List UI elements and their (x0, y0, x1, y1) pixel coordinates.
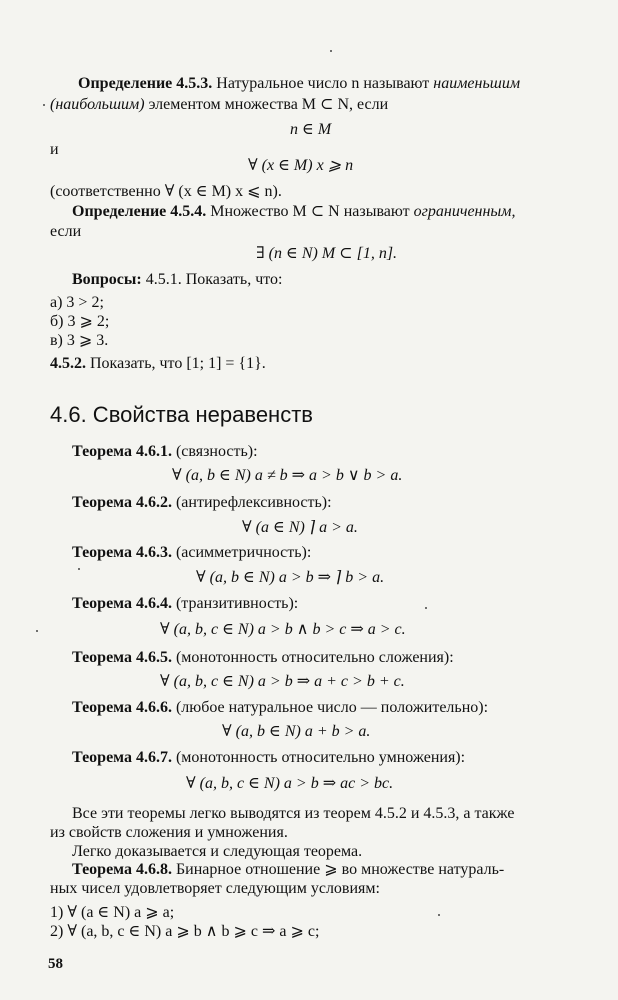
theorem-label: Теорема 4.6.6. (72, 699, 172, 716)
theorem-465-line (72, 648, 454, 668)
closing-p1-line1: Все эти теоремы легко выводятся из теорем 4.5.2 и 4.5.3, а также (72, 805, 515, 822)
def-453-formula1: n ∈ M (290, 121, 332, 138)
theorem-462-formula: ∀ (a ∈ N) ⌉ a > a. (242, 519, 358, 536)
theorem-text: (связность): (171, 443, 258, 460)
def-454-line2: если (50, 223, 82, 240)
page-number: 58 (48, 956, 63, 972)
scan-speck (425, 607, 427, 609)
question-452 (50, 354, 266, 374)
def-453-line2 (50, 95, 388, 115)
def-453-label: Определение 4.5.3. (78, 75, 213, 92)
theorem-463-formula: ∀ (a, b ∈ N) a > b ⇒ ⌉ b > a. (196, 569, 385, 586)
question-item-c: в) 3 ⩾ 3. (50, 332, 109, 349)
theorem-464-line (72, 594, 298, 614)
def-453-formula2: ∀ (x ∈ M) x ⩾ n (248, 157, 354, 174)
theorem-text: (транзитивность): (171, 595, 299, 612)
theorem-label: Теорема 4.6.4. (72, 595, 172, 612)
section-title: 4.6. Свойства неравенств (50, 402, 313, 427)
question-451: 4.5.1. Показать, что: (141, 271, 283, 288)
def-453-text1: Натуральное число n называют (216, 75, 434, 92)
theorem-468-line2: ных чисел удовлетворяет следующим условиям: (50, 880, 380, 897)
def-453-emph1: наименьшим (433, 75, 521, 92)
theorem-467-formula: ∀ (a, b, c ∈ N) a > b ⇒ ac > bc. (186, 775, 394, 792)
closing-p1-line2: из свойств сложения и умножения. (50, 824, 288, 841)
theorem-465-formula: ∀ (a, b, c ∈ N) a > b ⇒ a + c > b + c. (160, 673, 405, 690)
def-454-formula: ∃ (n ∈ N) M ⊂ [1, n]. (256, 245, 398, 262)
theorem-461-line (72, 442, 258, 462)
def-453-and: и (50, 141, 59, 158)
question-452-text: Показать, что [1; 1] = {1}. (86, 355, 266, 372)
theorem-466-formula: ∀ (a, b ∈ N) a + b > a. (222, 723, 371, 740)
theorem-468-item2: 2) ∀ (a, b, c ∈ N) a ⩾ b ∧ b ⩾ c ⇒ a ⩾ c; (50, 923, 320, 940)
questions-line (72, 270, 282, 290)
theorem-468-line1 (72, 860, 504, 880)
theorem-text: (асимметричность): (171, 544, 312, 561)
def-454-label: Определение 4.5.4. (72, 203, 207, 220)
def-453-resp: (соответственно ∀ (x ∈ M) x ⩽ n). (50, 183, 282, 200)
scan-speck (330, 50, 332, 52)
question-item-a: а) 3 > 2; (50, 294, 104, 311)
theorem-468-label: Теорема 4.6.8. (72, 861, 172, 878)
questions-label: Вопросы: (72, 271, 142, 288)
theorem-label: Теорема 4.6.3. (72, 544, 172, 561)
theorem-462-line (72, 493, 332, 513)
question-452-label: 4.5.2. (50, 355, 86, 372)
scan-speck (36, 630, 38, 632)
theorem-label: Теорема 4.6.7. (72, 749, 172, 766)
theorem-464-formula: ∀ (a, b, c ∈ N) a > b ∧ b > c ⇒ a > c. (160, 621, 406, 638)
def-454-line1 (72, 202, 515, 222)
theorem-label: Теорема 4.6.1. (72, 443, 172, 460)
def-453-line1 (78, 74, 520, 94)
theorem-466-line (72, 698, 488, 718)
theorem-text: (монотонность относительно умножения): (171, 749, 466, 766)
theorem-text: (любое натуральное число — положительно): (171, 699, 489, 716)
scan-speck (438, 914, 440, 916)
def-453-line2-emph: (наибольшим) (50, 96, 145, 113)
theorem-468-text: Бинарное отношение ⩾ во множестве натураль- (171, 861, 505, 878)
theorem-463-line (72, 543, 311, 563)
theorem-text: (антирефлексивность): (171, 494, 332, 511)
def-453-line2-text: элементом множества M ⊂ N, если (144, 96, 389, 113)
theorem-text: (монотонность относительно сложения): (171, 649, 454, 666)
closing-p2: Легко доказывается и следующая теорема. (72, 843, 363, 860)
scan-speck (43, 104, 45, 106)
question-item-b: б) 3 ⩾ 2; (50, 313, 110, 330)
def-454-emph: ограниченным, (413, 203, 516, 220)
def-454-text: Множество M ⊂ N называют (206, 203, 414, 220)
scan-speck (78, 568, 80, 570)
theorem-461-formula: ∀ (a, b ∈ N) a ≠ b ⇒ a > b ∨ b > a. (172, 467, 403, 484)
theorem-467-line (72, 748, 465, 768)
theorem-label: Теорема 4.6.5. (72, 649, 172, 666)
theorem-label: Теорема 4.6.2. (72, 494, 172, 511)
theorem-468-item1: 1) ∀ (a ∈ N) a ⩾ a; (50, 904, 175, 921)
